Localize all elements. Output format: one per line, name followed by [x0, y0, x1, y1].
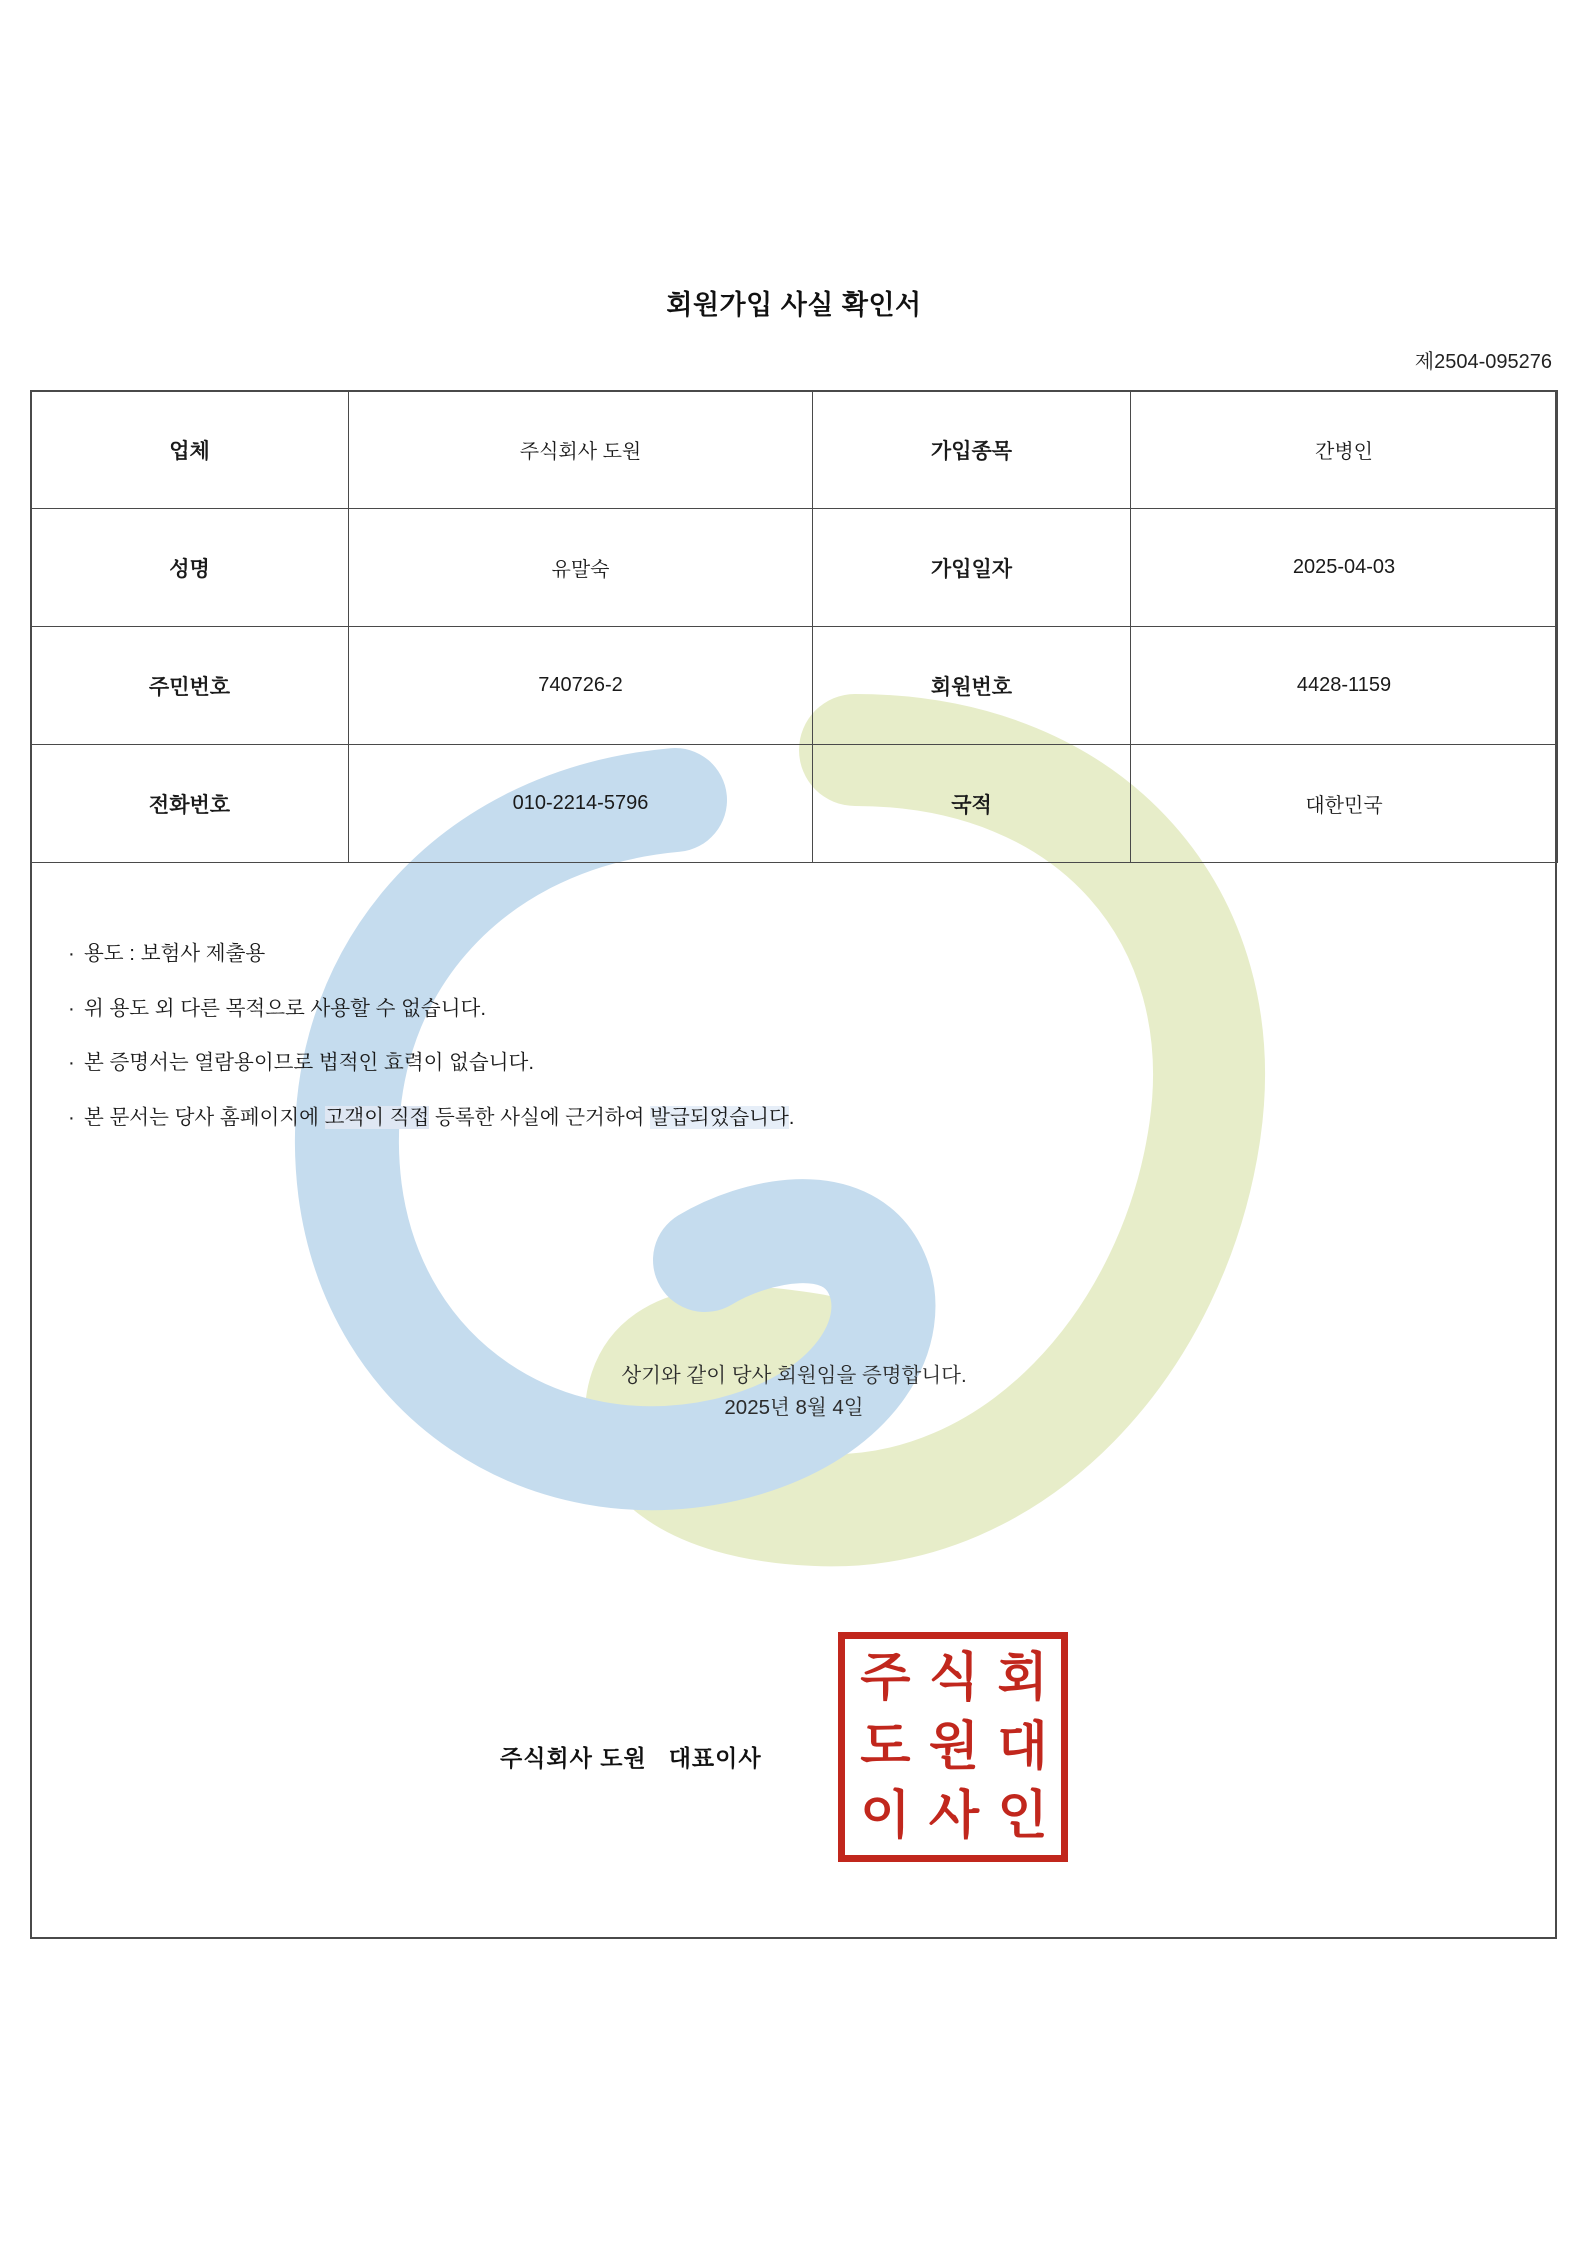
note-highlight-issued: 발급되었습니다	[650, 1106, 789, 1130]
signature-company: 주식회사 도원	[500, 1745, 647, 1771]
certify-line-2: 2025년 8월 4일	[724, 1395, 864, 1419]
field-value-company: 주식회사 도원	[349, 391, 813, 509]
field-value-name: 유말숙	[349, 509, 813, 627]
field-label-phone: 전화번호	[31, 745, 349, 863]
field-value-member-number: 4428-1159	[1131, 627, 1558, 745]
field-label-member-number: 회원번호	[813, 627, 1131, 745]
field-label-join-type: 가입종목	[813, 391, 1131, 509]
field-value-nationality: 대한민국	[1131, 745, 1558, 863]
note-text: 위 용도 외 다른 목적으로 사용할 수 없습니다.	[84, 996, 487, 1020]
note-text: 본 증명서는 열람용이므로 법적인 효력이 없습니다.	[84, 1051, 535, 1075]
bullet-icon: ·	[68, 1051, 75, 1075]
table-row	[31, 627, 1558, 745]
table-row	[31, 391, 1558, 509]
note-text: 용도 : 보험사 제출용	[84, 942, 266, 965]
stamp-char: 원	[928, 1715, 978, 1777]
field-label-resident-number: 주민번호	[31, 627, 349, 745]
list-item	[68, 1104, 1268, 1133]
list-item	[68, 940, 1268, 969]
stamp-char: 인	[997, 1784, 1046, 1846]
signature-title: 대표이사	[668, 1745, 762, 1771]
company-seal-stamp	[838, 1632, 1068, 1862]
field-value-phone: 010-2214-5796	[349, 745, 813, 863]
bullet-icon: ·	[68, 996, 75, 1020]
document-number: 제2504-095276	[1414, 351, 1552, 373]
field-value-resident-number: 740726-2	[349, 627, 813, 745]
certification-statement	[0, 1360, 1588, 1424]
stamp-char: 도	[860, 1715, 909, 1777]
member-info-table	[30, 390, 1558, 863]
signature-block	[500, 1740, 762, 1773]
note-text-middle: 등록한 사실에 근거하여	[429, 1106, 651, 1130]
field-label-join-date: 가입일자	[813, 509, 1131, 627]
list-item	[68, 1049, 1268, 1078]
note-text-prefix: 본 문서는 당사 홈페이지에	[84, 1106, 325, 1130]
note-text-suffix: .	[788, 1106, 795, 1130]
table-row	[31, 509, 1558, 627]
field-label-nationality: 국적	[813, 745, 1131, 863]
bullet-icon: ·	[68, 1106, 75, 1130]
field-value-join-date: 2025-04-03	[1131, 509, 1558, 627]
field-label-company: 업체	[31, 391, 349, 509]
certify-line-1: 상기와 같이 당사 회원임을 증명합니다.	[621, 1364, 967, 1387]
bullet-icon: ·	[68, 942, 75, 965]
stamp-char: 대	[997, 1715, 1046, 1777]
list-item	[68, 995, 1268, 1024]
stamp-char: 회	[997, 1647, 1046, 1709]
stamp-char: 식	[928, 1647, 978, 1709]
table-row	[31, 745, 1558, 863]
page-title: 회원가입 사실 확인서	[666, 290, 922, 320]
stamp-char: 사	[928, 1784, 978, 1846]
note-highlight-customer: 고객이 직접	[324, 1106, 430, 1130]
field-value-join-type: 간병인	[1131, 391, 1558, 509]
notes-list	[68, 940, 1268, 1159]
stamp-char: 주	[860, 1647, 909, 1709]
field-label-name: 성명	[31, 509, 349, 627]
stamp-char: 이	[860, 1784, 909, 1846]
